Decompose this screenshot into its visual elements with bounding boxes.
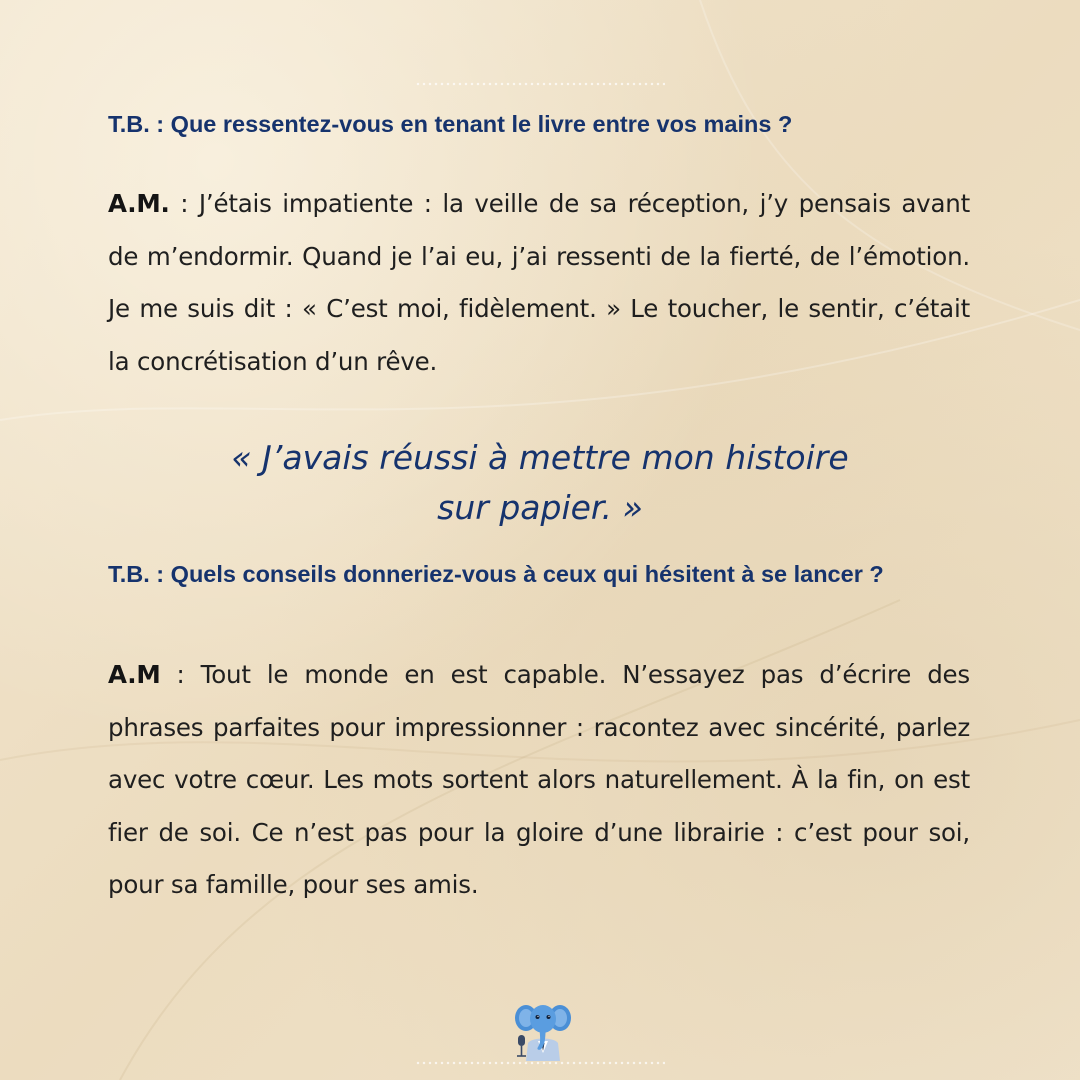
answer-1-text: : J’étais impatiente : la veille de sa réception, j’y pensais avant de m’endormir. Quand je l’ai eu, j’ai ressenti de la fierté, de l’émotion. Je me suis dit : « C’est moi, fidèlement. » Le toucher, le sentir, c’était la concrétisation d’un rêve. [108,189,970,376]
answer-2-text: : Tout le monde en est capable. N’essayez pas d’écrire des phrases parfaites pour impressionner : racontez avec sincérité, parlez avec votre cœur. Les mots sortent alors naturellement. À la fin, on est fier de soi. Ce n’est pas pour la gloire d’une librairie : c’est pour soi, pour sa famille, pour ses amis. [108,660,970,899]
answer-2 [108,649,970,912]
answer-2-speaker: A.M [108,660,161,689]
elephant-microphone-icon [512,1001,574,1061]
pull-quote [90,433,990,533]
question-1: T.B. : Que ressentez-vous en tenant le livre entre vos mains ? [108,111,793,137]
pull-quote-line-1: « J’avais réussi à mettre mon histoire [231,438,849,477]
question-2: T.B. : Quels conseils donneriez-vous à ceux qui hésitent à se lancer ? [108,561,884,587]
pull-quote-line-2: sur papier. » [437,488,643,527]
answer-1 [108,178,970,388]
answer-1-speaker: A.M. [108,189,170,218]
bottom-dotted-divider [415,1061,665,1065]
top-dotted-divider [415,82,665,86]
